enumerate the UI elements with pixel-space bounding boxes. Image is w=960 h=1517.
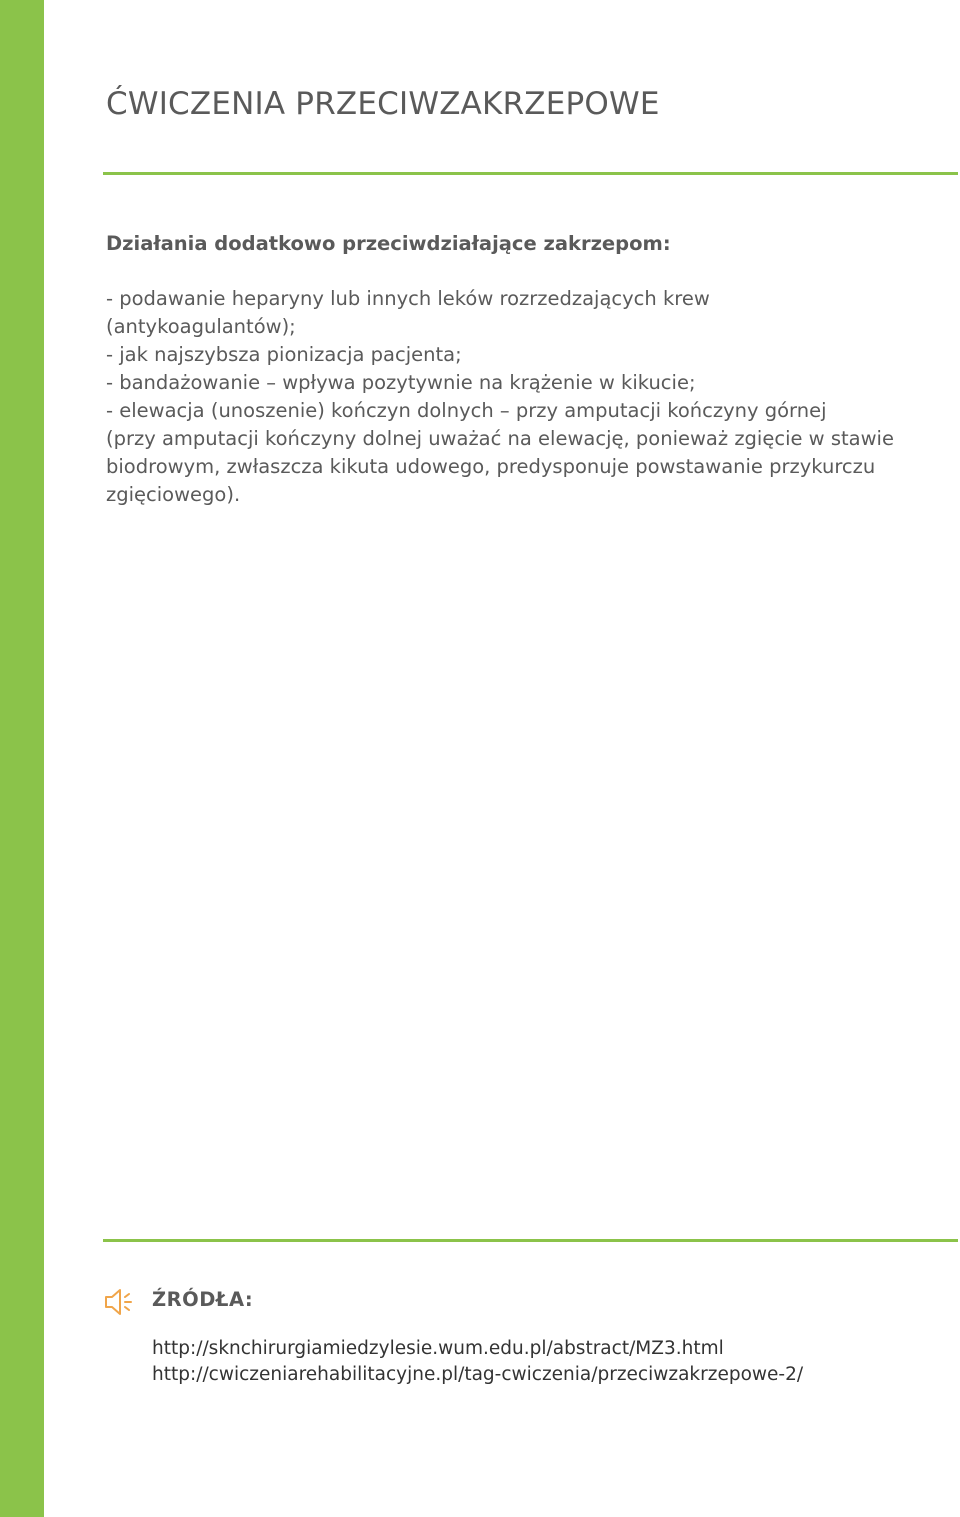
body-line: - jak najszybsza pionizacja pacjenta;: [106, 343, 462, 366]
body-line: - elewacja (unoszenie) kończyn dolnych – przy amputacji kończyny górnej: [106, 399, 827, 422]
body-line: (antykoagulantów);: [106, 315, 296, 338]
source-link[interactable]: http://cwiczeniarehabilitacyjne.pl/tag-cwiczenia/przeciwzakrzepowe-2/: [152, 1364, 804, 1385]
top-divider: [103, 172, 958, 175]
bottom-divider: [103, 1239, 958, 1242]
source-link[interactable]: http://sknchirurgiamiedzylesie.wum.edu.pl/abstract/MZ3.html: [152, 1338, 724, 1359]
sources-heading: ŹRÓDŁA:: [152, 1288, 254, 1311]
page-title: ĆWICZENIA PRZECIWZAKRZEPOWE: [106, 86, 660, 122]
speaker-icon: [104, 1288, 134, 1316]
body-text: [106, 285, 958, 509]
section-heading: Działania dodatkowo przeciwdziałające zakrzepom:: [106, 232, 671, 255]
body-line: zgięciowego).: [106, 483, 241, 506]
sources-list: [152, 1336, 803, 1388]
body-line: (przy amputacji kończyny dolnej uważać na elewację, ponieważ zgięcie w stawie: [106, 427, 894, 450]
body-line: - podawanie heparyny lub innych leków rozrzedzających krew: [106, 287, 710, 310]
body-line: biodrowym, zwłaszcza kikuta udowego, predysponuje powstawanie przykurczu: [106, 455, 876, 478]
side-accent-bar: [0, 0, 44, 1517]
body-line: - bandażowanie – wpływa pozytywnie na krążenie w kikucie;: [106, 371, 696, 394]
